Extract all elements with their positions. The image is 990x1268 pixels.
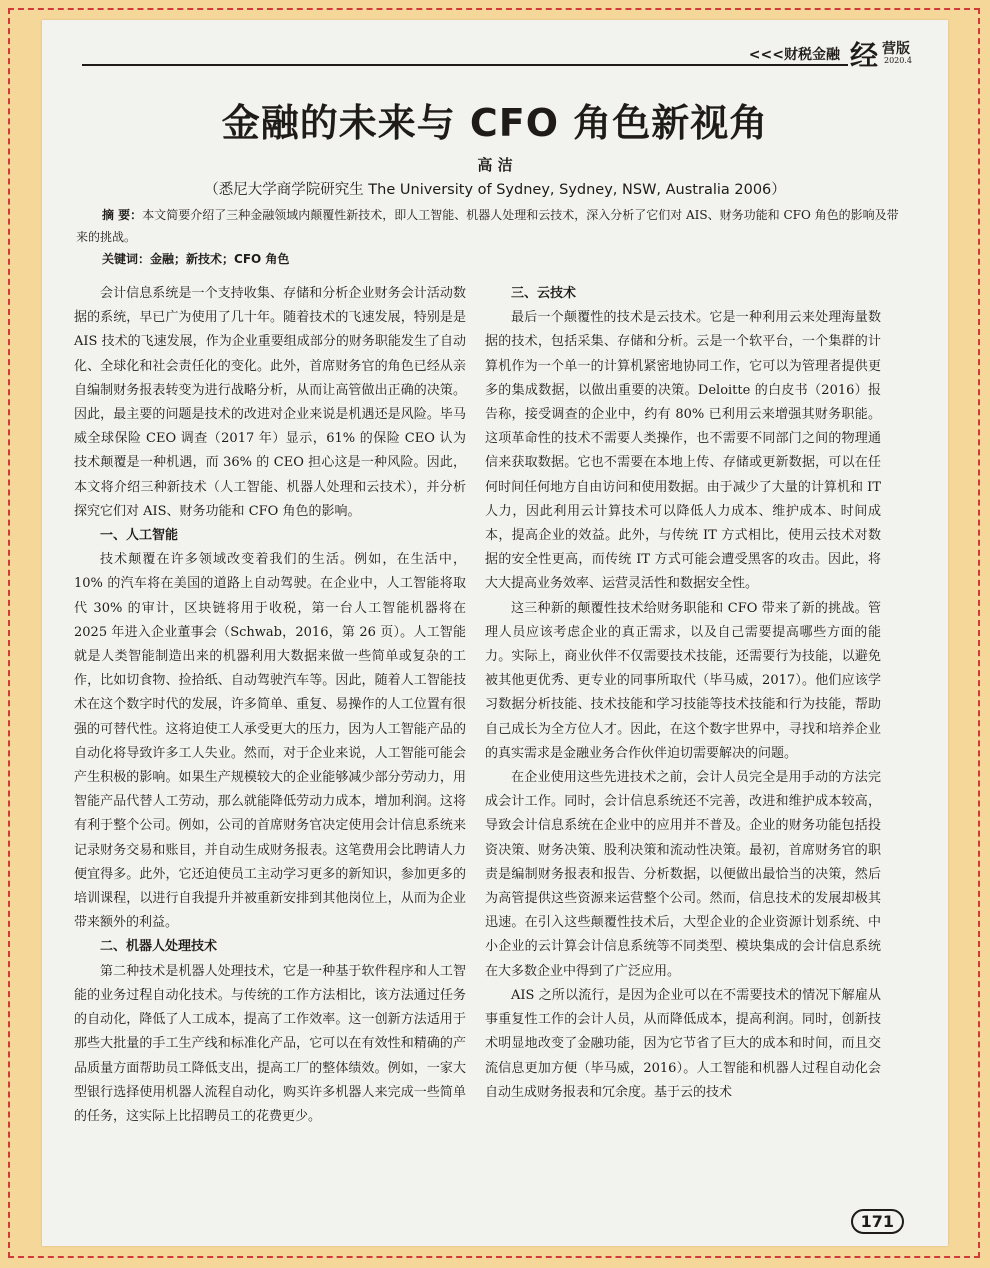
section-heading-cloud: 三、云技术 [511,286,577,301]
intro-paragraph: 会计信息系统是一个支持收集、存储和分析企业财务会计活动数据的系统，早已广为使用了几十年。随着技术的飞速发展，特别是是 AIS 技术的飞速发展，作为企业重要组成部分的财务职能发生了自动化、全球化和社会责任化的变化。此外，首席财务官的角色已经从亲自编制财务报表转变为进行战略分析，从而让高管做出正确的决策。因此，最主要的问题是技术的改进对企业来说是机遇还是风险。毕马威全球保险 CEO 调查（2017 年）显示，61% 的保险 CEO 认为技术颠覆是一种机遇，而 36% 的 CEO 担心这是一种风险。因此，本文将介绍三种新技术（人工智能、机器人处理和云技术），并分析探究它们对 AIS、财务功能和 CFO 角色的影响。 [74,286,466,519]
section-heading-robotics: 二、机器人处理技术 [100,939,218,955]
history-paragraph: 在企业使用这些先进技术之前，会计人员完全是用手动的方法完成会计工作。同时，会计信息系统还不完善，改进和维护成本较高，导致会计信息系统在企业中的应用并不普及。企业的财务功能包括投资决策、财务决策、股利决策和流动性决策。最初，首席财务官的职责是编制财务报表和报告、分析数据，以便做出最恰当的决策，然后为高管提供这些资源来运营整个公司。然而，信息技术的发展却极其迅速。在引入这些颠覆性技术后，大型企业的企业资源计划系统、中小企业的云计算会计信息系统等不同类型、模块集成的会计信息系统在大多数企业中得到了广泛应用。 [485,770,881,979]
section-heading-ai: 一、人工智能 [100,528,179,544]
right-column [485,282,881,1105]
robotics-paragraph: 第二种技术是机器人处理技术，它是一种基于软件程序和人工智能的业务过程自动化技术。与传统的工作方法相比，该方法通过任务的自动化，降低了人工成本，提高了工作效率。这一创新方法适用于那些大批量的手工生产线和标准化产品，它可以在有效性和精确的产品质量方面帮助员工降低支出，提高工厂的整体绩效。例如，一家大型银行选择使用机器人流程自动化，购买许多机器人来完成一些简单的任务，这实际上比招聘员工的花费更少。 [74,963,466,1124]
challenges-paragraph: 这三种新的颠覆性技术给财务职能和 CFO 带来了新的挑战。管理人员应该考虑企业的真正需求，以及自己需要提高哪些方面的能力。实际上，商业伙伴不仅需要技术技能，还需要行为技能，以避免被其他更优秀、更专业的同事所取代（毕马威，2017）。他们应该学习数据分析技能、技术技能和学习技能等技术技能和行为技能，帮助自己成长为全方位人才。因此，在这个数字世界中，寻找和培养企业的真实需求是金融业务合作伙伴迫切需要解决的问题。 [485,600,881,761]
journal-logo [848,36,922,72]
abstract-label: 摘 要： [102,208,143,222]
keywords [102,250,289,267]
running-header [82,39,922,72]
cloud-paragraph: 最后一个颠覆性的技术是云技术。它是一种利用云来处理海量数据的技术，包括采集、存储和分析。云是一个软平台，一个集群的计算机作为一个单一的计算机紧密地协同工作，它可以为管理者提供更多的集成数据，以做出重要的决策。Deloitte 的白皮书（2016）报告称，接受调查的企业中，约有 80% 已利用云来增强其财务职能。这项革命性的技术不需要人类操作，也不需要不同部门之间的物理通信来获取数据。它也不需要在本地上传、存储或更新数据，可以在任何时间任何地方自由访问和使用数据。由于减少了大量的计算机和 IT 人力，因此利用云计算技术可以降低人力成本、维护成本、时间成本，提高企业的效益。此外，与传统 IT 方式相比，使用云技术对数据的安全性更高，而传统 IT 方式可能会遭受黑客的攻击。因此，将大大提高业务效率、运营灵活性和数据安全性。 [485,310,881,592]
page-number: 171 [851,1209,904,1234]
abstract-text: 本文简要介绍了三种金融领域内颠覆性新技术，即人工智能、机器人处理和云技术，深入分析了它们对 AIS、财务功能和 CFO 角色的影响及带来的挑战。 [76,208,899,244]
ais-paragraph: AIS 之所以流行，是因为企业可以在不需要技术的情况下解雇从事重复性工作的会计人员，从而降低成本，提高利润。同时，创新技术明显地改变了金融功能，因为它节省了巨大的成本和时间，而且交流信息更加方便（毕马威，2016）。人工智能和机器人过程自动化会自动生成财务报表和冗余度。基于云的技术 [485,987,881,1100]
keywords-text: 金融；新技术；CFO 角色 [150,252,290,266]
article-title: 金融的未来与 CFO 角色新视角 [221,101,769,145]
header-rule [82,64,922,66]
section-label: <<<财税金融 [745,44,844,64]
keywords-label: 关键词： [102,252,151,266]
logo-character: 经 [850,39,879,72]
ai-paragraph: 技术颠覆在许多领域改变着我们的生活。例如，在生活中，10% 的汽车将在美国的道路上自动驾驶。在企业中，人工智能将取代 30% 的审计，区块链将用于收税，第一台人工智能机器将在 2025 年进入企业董事会（Schwab，2016，第 26 页）。人工智能就是人类智能制造出来的机器利用大数据来做一些简单或复杂的工作，比如切食物、捡拾纸、自动驾驶汽车等。因此，随着人工智能技术在这个数字时代的发展，许多简单、重复、易操作的人工位置有很强的可替代性。这将迫使工人承受更大的压力，因为人工智能产品的自动化将导致许多工人失业。然而，对于企业来说，人工智能可能会产生积极的影响。如果生产规模较大的企业能够减少部分劳动力，用智能产品代替人工劳动，那么就能降低劳动力成本，增加利润。这将有利于整个公司。例如，公司的首席财务官决定使用会计信息系统来记录财务交易和账目，并自动生成财务报表。这笔费用会比聘请人力便宜得多。此外，它还迫使员工主动学习更多的新知识，参加更多的培训课程，以进行自我提升并被重新安排到其他岗位上，从而为企业带来额外的利益。 [74,552,466,931]
abstract [76,204,910,248]
logo-edition: 营版 [882,41,910,57]
left-column [74,282,466,1129]
journal-page [42,20,948,1246]
author-affiliation: （悉尼大学商学院研究生 The University of Sydney, Sydney, NSW, Australia 2006） [204,182,786,198]
article-author: 高 洁 [477,156,513,174]
logo-date: 2020.4 [884,56,912,65]
